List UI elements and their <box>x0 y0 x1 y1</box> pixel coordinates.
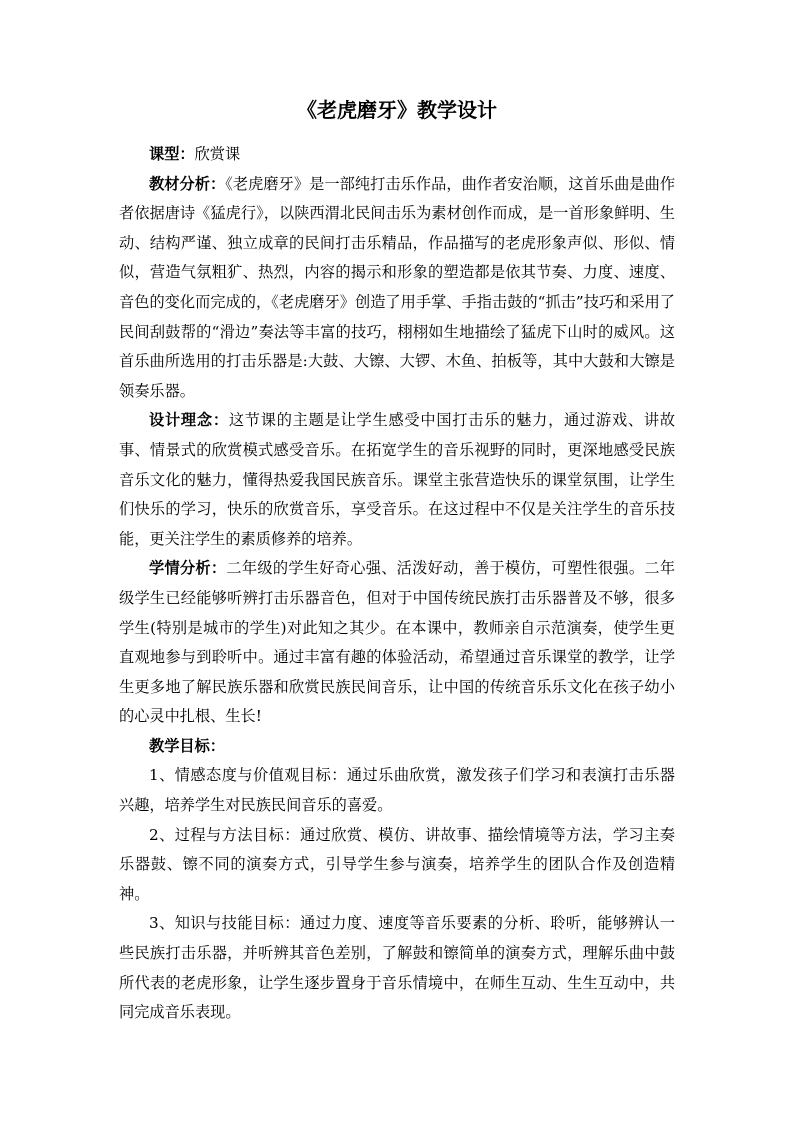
design-concept-label: 设计理念： <box>149 411 229 430</box>
learner-analysis-label: 学情分析： <box>149 559 227 578</box>
learner-analysis-paragraph <box>119 554 675 732</box>
material-analysis-label: 教材分析： <box>149 174 226 193</box>
course-type-paragraph <box>119 140 675 170</box>
objectives-heading-paragraph <box>119 732 675 762</box>
objective-item: 1、情感态度与价值观目标：通过乐曲欣赏，激发孩子们学习和表演打击乐器兴趣，培养学生对民族民间音乐的喜爱。 <box>119 766 675 815</box>
objective-item: 3、知识与技能目标：通过力度、速度等音乐要素的分析、聆听，能够辨认一些民族打击乐器，并听辨其音色差别，了解鼓和镲简单的演奏方式，理解乐曲中鼓所代表的老虎形象，让学生逐步置身于音乐情境中，在师生互动、生生互动中，共同完成音乐表现。 <box>119 914 675 1022</box>
learner-analysis-text: 二年级的学生好奇心强、活泼好动，善于模仿，可塑性很强。二年级学生已经能够听辨打击乐器音色，但对于中国传统民族打击乐器普及不够，很多学生(特别是城市的学生)对此知之其少。在本课中，教师亲自示范演奏，使学生更直观地参与到聆听中。通过丰富有趣的体验活动，希望通过音乐课堂的教学，让学生更多地了解民族乐器和欣赏民族民间音乐，让中国的传统音乐乐文化在孩子幼小的心灵中扎根、生长! <box>119 559 676 726</box>
document-title: 《老虎磨牙》教学设计 <box>297 98 497 122</box>
design-concept-paragraph <box>119 406 675 554</box>
design-concept-text: 这节课的主题是让学生感受中国打击乐的魅力，通过游戏、讲故事、情景式的欣赏模式感受音乐。在拓宽学生的音乐视野的同时，更深地感受民族音乐文化的魅力，懂得热爱我国民族音乐。课堂主张营造快乐的课堂氛围，让学生们快乐的学习，快乐的欣赏音乐，享受音乐。在这过程中不仅是关注学生的音乐技能，更关注学生的素质修养的培养。 <box>119 411 676 548</box>
document-body <box>119 140 675 1028</box>
material-analysis-text: 《老虎磨牙》是一部纯打击乐作品，曲作者安治顺，这首乐曲是曲作者依据唐诗《猛虎行》，以陕西渭北民间击乐为素材创作而成，是一首形象鲜明、生动、结构严谨、独立成章的民间打击乐精品，作品描写的老虎形象声似、形似、情似，营造气氛粗犷、热烈，内容的揭示和形象的塑造都是依其节奏、力度、速度、音色的变化而完成的，《老虎磨牙》创造了用手掌、手指击鼓的“抓击”技巧和采用了民间刮鼓帮的“滑边”奏法等丰富的技巧，栩栩如生地描绘了猛虎下山时的威风。这首乐曲所选用的打击乐器是:大鼓、大镲、大锣、木鱼、拍板等，其中大鼓和大镲是领奏乐器。 <box>119 174 676 400</box>
material-analysis-paragraph <box>119 170 675 407</box>
objectives-label: 教学目标： <box>149 736 225 755</box>
course-type-value: 欣赏课 <box>194 145 241 163</box>
objective-item: 2、过程与方法目标：通过欣赏、模仿、讲故事、描绘情境等方法，学习主奏乐器鼓、镲不同的演奏方式，引导学生参与演奏，培养学生的团队合作及创造精神。 <box>119 825 675 903</box>
course-type-label: 课型： <box>149 145 195 163</box>
